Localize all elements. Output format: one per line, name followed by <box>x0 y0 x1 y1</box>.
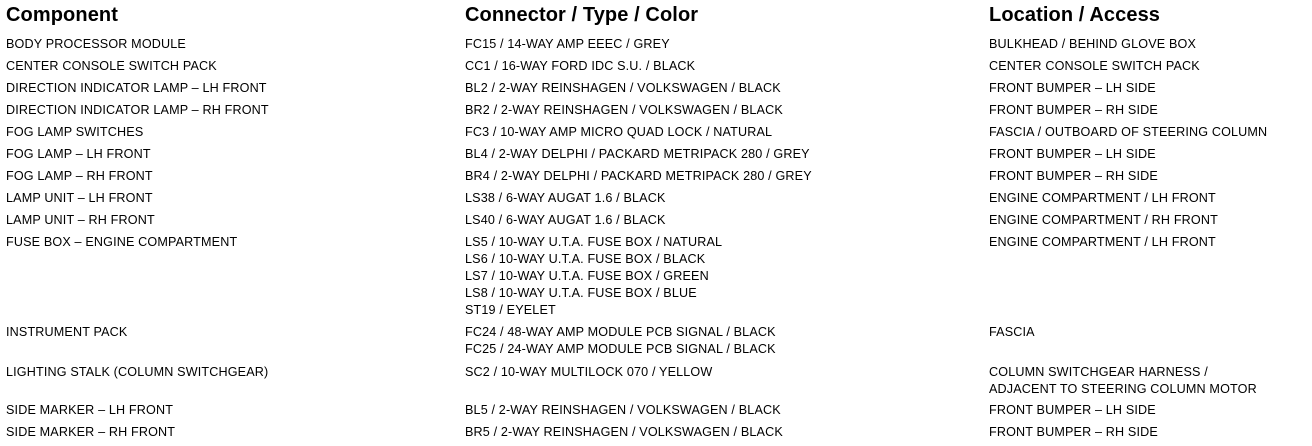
connector-line: CC1 / 16-WAY FORD IDC S.U. / BLACK <box>465 59 696 73</box>
location-line: ENGINE COMPARTMENT / LH FRONT <box>989 235 1216 249</box>
connector-cell <box>465 212 980 229</box>
component-cell: CENTER CONSOLE SWITCH PACK <box>6 59 217 73</box>
connector-line: LS8 / 10-WAY U.T.A. FUSE BOX / BLUE <box>465 286 697 300</box>
location-line: CENTER CONSOLE SWITCH PACK <box>989 59 1200 73</box>
location-cell <box>989 36 1309 53</box>
connector-line: FC3 / 10-WAY AMP MICRO QUAD LOCK / NATURAL <box>465 125 773 139</box>
connector-line: BL2 / 2-WAY REINSHAGEN / VOLKSWAGEN / BLACK <box>465 81 781 95</box>
location-line: FRONT BUMPER – RH SIDE <box>989 169 1158 183</box>
connector-line: LS5 / 10-WAY U.T.A. FUSE BOX / NATURAL <box>465 235 723 249</box>
component-cell: FOG LAMP – RH FRONT <box>6 169 153 183</box>
component-cell: FOG LAMP SWITCHES <box>6 125 144 139</box>
component-header: Component <box>6 4 118 26</box>
location-line: COLUMN SWITCHGEAR HARNESS / <box>989 365 1208 379</box>
connector-line: BR2 / 2-WAY REINSHAGEN / VOLKSWAGEN / BLACK <box>465 103 783 117</box>
connector-line: FC24 / 48-WAY AMP MODULE PCB SIGNAL / BLACK <box>465 325 776 339</box>
location-cell <box>989 80 1309 97</box>
connector-line: BL5 / 2-WAY REINSHAGEN / VOLKSWAGEN / BLACK <box>465 403 781 417</box>
connector-cell <box>465 124 980 141</box>
location-line: ENGINE COMPARTMENT / LH FRONT <box>989 191 1216 205</box>
component-cell: BODY PROCESSOR MODULE <box>6 37 186 51</box>
location-line: FRONT BUMPER – RH SIDE <box>989 425 1158 439</box>
connector-cell <box>465 324 980 358</box>
location-line: ENGINE COMPARTMENT / RH FRONT <box>989 213 1218 227</box>
connector-cell <box>465 190 980 207</box>
connector-header: Connector / Type / Color <box>465 4 699 26</box>
connector-line: BR5 / 2-WAY REINSHAGEN / VOLKSWAGEN / BLACK <box>465 425 783 439</box>
location-line: FRONT BUMPER – RH SIDE <box>989 103 1158 117</box>
location-line: FASCIA / OUTBOARD OF STEERING COLUMN <box>989 125 1268 139</box>
location-header: Location / Access <box>989 4 1161 26</box>
component-cell: INSTRUMENT PACK <box>6 325 128 339</box>
location-cell <box>989 190 1309 207</box>
location-cell <box>989 168 1309 185</box>
connector-cell <box>465 424 980 441</box>
connector-line: FC25 / 24-WAY AMP MODULE PCB SIGNAL / BLACK <box>465 342 776 356</box>
connector-cell <box>465 80 980 97</box>
location-cell <box>989 212 1309 229</box>
connector-line: LS38 / 6-WAY AUGAT 1.6 / BLACK <box>465 191 666 205</box>
connector-cell <box>465 234 980 319</box>
location-line: FASCIA <box>989 325 1035 339</box>
connector-cell <box>465 36 980 53</box>
connector-line: BR4 / 2-WAY DELPHI / PACKARD METRIPACK 280 / GREY <box>465 169 812 183</box>
connector-line: LS7 / 10-WAY U.T.A. FUSE BOX / GREEN <box>465 269 709 283</box>
location-cell <box>989 234 1309 251</box>
connector-line: FC15 / 14-WAY AMP EEEC / GREY <box>465 37 670 51</box>
component-cell: LAMP UNIT – RH FRONT <box>6 213 155 227</box>
location-cell <box>989 324 1309 341</box>
component-cell: FOG LAMP – LH FRONT <box>6 147 151 161</box>
location-cell <box>989 424 1309 441</box>
connector-line: BL4 / 2-WAY DELPHI / PACKARD METRIPACK 280 / GREY <box>465 147 810 161</box>
location-cell <box>989 58 1309 75</box>
connector-cell <box>465 102 980 119</box>
location-cell <box>989 146 1309 163</box>
component-cell: LIGHTING STALK (COLUMN SWITCHGEAR) <box>6 365 269 379</box>
location-cell <box>989 402 1309 419</box>
connector-cell <box>465 146 980 163</box>
location-line: BULKHEAD / BEHIND GLOVE BOX <box>989 37 1197 51</box>
location-line: ADJACENT TO STEERING COLUMN MOTOR <box>989 382 1257 396</box>
component-cell: DIRECTION INDICATOR LAMP – LH FRONT <box>6 81 267 95</box>
connector-cell <box>465 168 980 185</box>
connector-line: ST19 / EYELET <box>465 303 556 317</box>
location-line: FRONT BUMPER – LH SIDE <box>989 403 1156 417</box>
location-cell <box>989 364 1309 398</box>
connector-line: LS40 / 6-WAY AUGAT 1.6 / BLACK <box>465 213 666 227</box>
connector-cell <box>465 364 980 381</box>
connector-cell <box>465 402 980 419</box>
component-cell: LAMP UNIT – LH FRONT <box>6 191 153 205</box>
component-cell: SIDE MARKER – RH FRONT <box>6 425 176 439</box>
component-cell: DIRECTION INDICATOR LAMP – RH FRONT <box>6 103 269 117</box>
location-cell <box>989 102 1309 119</box>
component-cell: SIDE MARKER – LH FRONT <box>6 403 174 417</box>
connector-cell <box>465 58 980 75</box>
location-cell <box>989 124 1309 141</box>
connector-line: LS6 / 10-WAY U.T.A. FUSE BOX / BLACK <box>465 252 706 266</box>
location-line: FRONT BUMPER – LH SIDE <box>989 147 1156 161</box>
component-cell: FUSE BOX – ENGINE COMPARTMENT <box>6 235 238 249</box>
connector-line: SC2 / 10-WAY MULTILOCK 070 / YELLOW <box>465 365 713 379</box>
location-line: FRONT BUMPER – LH SIDE <box>989 81 1156 95</box>
